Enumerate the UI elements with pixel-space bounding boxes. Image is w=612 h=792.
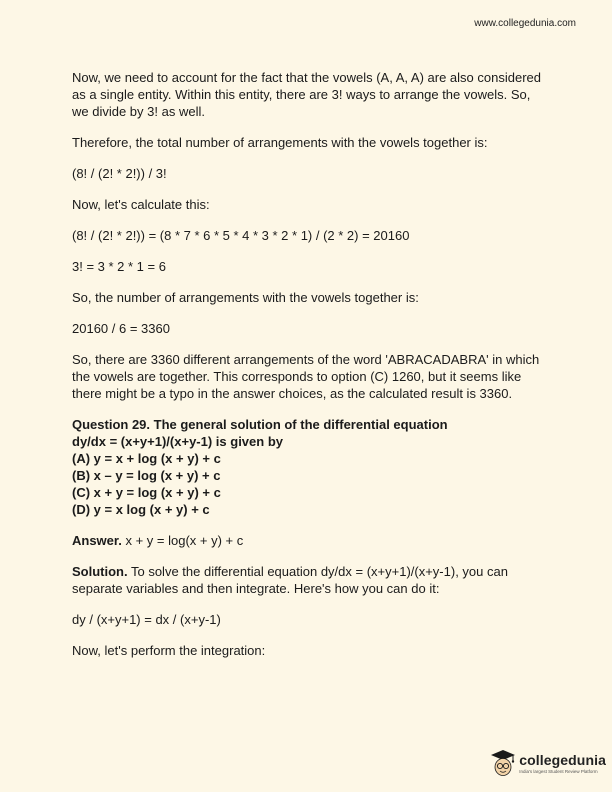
question-option-b: (B) x – y = log (x + y) + c (72, 468, 221, 483)
formula-three-factorial: 3! = 3 * 2 * 1 = 6 (72, 259, 166, 274)
question-title: Question 29. The general solution of the differential equation (72, 417, 448, 432)
site-url[interactable]: www.collegedunia.com (474, 18, 576, 29)
solution-step-integration: Now, let's perform the integration: (72, 643, 266, 658)
solution (72, 563, 542, 597)
graduate-mascot-icon (490, 748, 516, 778)
solution-text: To solve the differential equation dy/dx = (x+y+1)/(x+y-1), you can separate variables and then integrate. Here's how you can do it: (72, 564, 508, 596)
paragraph-vowel-entity: Now, we need to account for the fact that the vowels (A, A, A) are also considered as a single entity. Within this entity, there are 3! ways to arrange the vowels. So, we divide by 3! as well. (72, 70, 541, 119)
question-equation: dy/dx = (x+y+1)/(x+y-1) is given by (72, 434, 283, 449)
collegedunia-logo[interactable] (490, 748, 606, 778)
question-29 (72, 416, 542, 518)
answer-label: Answer. (72, 533, 122, 548)
solution-label: Solution. (72, 564, 128, 579)
question-option-d: (D) y = x log (x + y) + c (72, 502, 210, 517)
page-content (72, 69, 542, 673)
paragraph-conclusion: So, there are 3360 different arrangements of the word 'ABRACADABRA' in which the vowels are together. This corresponds to option (C) 1260, but it seems like there might be a typo in the answer choices, as the calculated result is 3360. (72, 352, 540, 401)
paragraph-arrangements-result-intro: So, the number of arrangements with the vowels together is: (72, 290, 419, 305)
answer-text: x + y = log(x + y) + c (121, 533, 244, 548)
solution-step-separation: dy / (x+y+1) = dx / (x+y-1) (72, 612, 221, 627)
formula-factorial-expansion: (8! / (2! * 2!)) = (8 * 7 * 6 * 5 * 4 * 3 * 2 * 1) / (2 * 2) = 20160 (72, 228, 410, 243)
formula-division-result: 20160 / 6 = 3360 (72, 321, 170, 336)
question-option-a: (A) y = x + log (x + y) + c (72, 451, 221, 466)
logo-name: collegedunia (519, 752, 606, 768)
paragraph-total-arrangements: Therefore, the total number of arrangements with the vowels together is: (72, 135, 488, 150)
formula-arrangements: (8! / (2! * 2!)) / 3! (72, 166, 167, 181)
logo-tagline: India's largest Student Review Platform (519, 769, 598, 774)
paragraph-calculate: Now, let's calculate this: (72, 197, 210, 212)
logo-text (519, 752, 606, 774)
answer (72, 532, 542, 549)
question-option-c: (C) x + y = log (x + y) + c (72, 485, 221, 500)
